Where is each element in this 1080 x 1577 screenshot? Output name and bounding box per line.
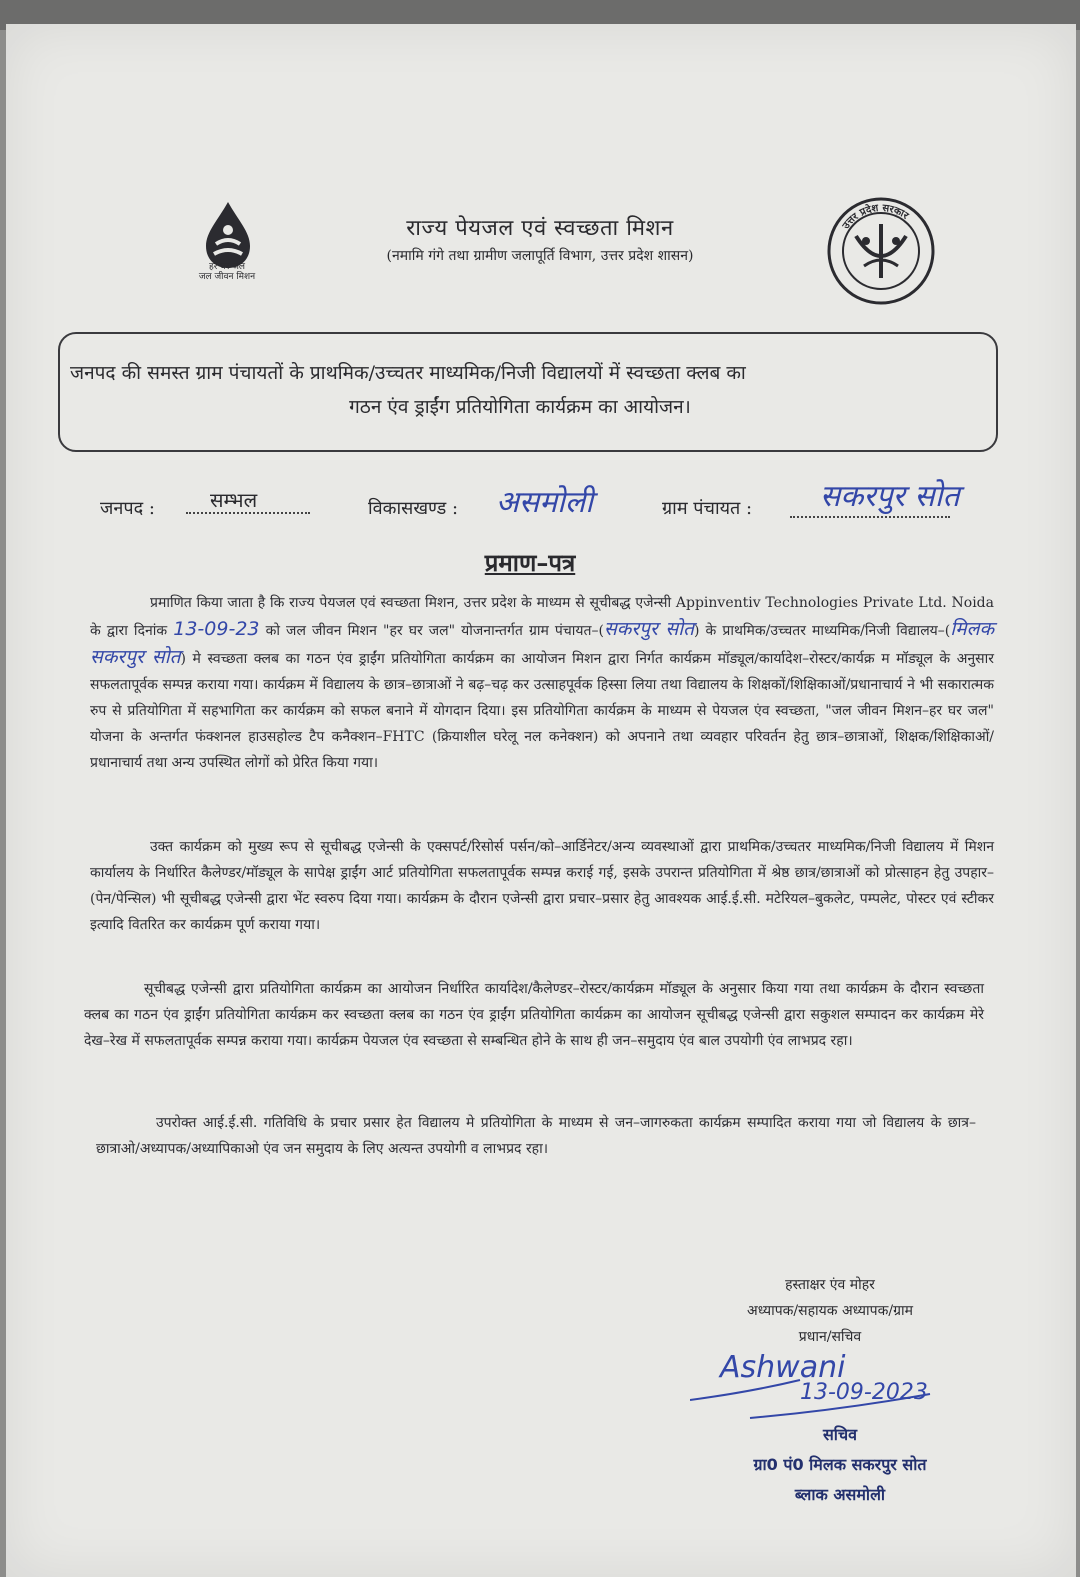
organization-title: राज्य पेयजल एवं स्वच्छता मिशन — [406, 216, 674, 241]
paragraph-1 — [90, 590, 994, 776]
panchayat-label: ग्राम पंचायत : — [662, 498, 753, 519]
district-value: सम्भल — [210, 488, 258, 512]
stamp-line-3: ब्लाक असमोली — [794, 1485, 886, 1504]
paragraph-3 — [84, 976, 984, 1054]
gram-panchayat-name: सकरपुर सोत — [603, 618, 694, 640]
block-label: विकासखण्ड : — [368, 498, 459, 519]
signature-block — [700, 1272, 960, 1350]
signature-name: Ashwani — [720, 1350, 846, 1385]
program-date: 13-09-23 — [173, 618, 260, 640]
subject-line-1: जनपद की समस्त ग्राम पंचायतों के प्राथमिक/उच्चतर माध्यमिक/निजी विद्यालयों में स्वच्छता क्लब का — [70, 362, 746, 384]
organization-subtitle: (नमामि गंगे तथा ग्रामीण जलापूर्ति विभाग, उत्तर प्रदेश शासन) — [386, 248, 694, 264]
district-label: जनपद : — [100, 498, 155, 519]
paragraph-1-part-c: ) के प्राथमिक/उच्चतर माध्यमिक/निजी विद्यालय–( — [694, 623, 951, 639]
panchayat-field-line — [790, 516, 950, 518]
paragraph-1-part-b: को जल जीवन मिशन "हर घर जल" योजनान्तर्गत ग्राम पंचायत–( — [265, 623, 604, 639]
stamp-line-1: सचिव — [822, 1425, 858, 1444]
panchayat-value: सकरपुर सोत — [820, 479, 960, 514]
paragraph-4-text: उपरोक्त आई.ई.सी. गतिविधि के प्रचार प्रसार हेत विद्यालय मे प्रतियोगिता के माध्यम से जन–जागरुकता कार्यक्रम सम्पादित कराया गया जो विद्यालय के छात्र–छात्राओ/अध्यापक/अध्यापिकाओ एंव जन समुदाय के लिए अत्यन्त उपयोगी व लाभप्रद रहा। — [96, 1115, 976, 1157]
stamp-line-2: ग्रा0 पं0 मिलक सकरपुर सोत — [753, 1455, 927, 1474]
paragraph-2 — [90, 834, 994, 938]
paragraph-1-part-d: ) मे स्वच्छता क्लब का गठन एंव ड्राईंग प्रतियोगिता कार्यक्रम का आयोजन मिशन द्वारा निर्गत कार्यक्रम मॉड्यूल/कार्यादेश–रोस्टर/कार्यक्र म मॉड्यूल के अनुसार सफलतापूर्वक सम्पन्न कराया गया। कार्यक्रम में विद्यालय के छात्र–छात्राओं ने बढ़–चढ़ कर उत्साहपूर्वक हिस्सा लिया तथा विद्यालय के शिक्षकों/शिक्षिकाओं/प्रधानाचार्य ने भी सकारात्मक रुप से प्रतियोगिता में सहभागिता कर कार्यक्रम को सफल बनाने में योगदान दिया। इस प्रतियोगिता कार्यक्रम के माध्यम से पेयजल एंव स्वच्छता, "जल जीवन मिशन–हर घर जल" योजना के अन्तर्गत फंक्शनल हाउसहोल्ड टैप कनैक्शन–FHTC (क्रियाशील घरेलू नल कनेक्शन) को अपनाने तथा व्यवहार परिवर्तन हेतु छात्र–छात्राओं, शिक्षक/शिक्षिकाओं/प्रधानाचार्य तथा अन्य उपस्थित लोगों को प्रेरित किया गया। — [90, 651, 994, 771]
paragraph-2-text: उक्त कार्यक्रम को मुख्य रूप से सूचीबद्ध एजेन्सी के एक्सपर्ट/रिसोर्स पर्सन/को–आर्डिनेटर/अन्य व्यवस्थाओं द्वारा प्राथमिक/उच्चतर माध्यमिक/निजी विद्यालय में मिशन कार्यालय के निर्धारित कैलेण्डर/मॉड्यूल के सापेक्ष ड्राईंग आर्ट प्रतियोगिता सफलतापूर्वक सम्पन्न कराई गई, इसके उपरान्त प्रतियोगिता में श्रेष्ठ छात्र/छात्राओं को प्रोत्साहन हेतु उपहार–(पेन/पेन्सिल) भी सूचीबद्ध एजेन्सी द्वारा भेंट स्वरुप दिया गया। कार्यक्रम के दौरान एजेन्सी द्वारा प्रचार–प्रसार हेतु आवश्यक आई.ई.सी. मटेरियल–बुकलेट, पम्पलेट, पोस्टर एवं स्टीकर इत्यादि वितरित कर कार्यक्रम पूर्ण कराया गया। — [90, 839, 994, 933]
logo-caption-line-2: जल जीवन मिशन — [198, 272, 256, 282]
subject-line-2: गठन एंव ड्राईंग प्रतियोगिता कार्यक्रम का आयोजन। — [349, 396, 691, 418]
official-stamp — [700, 1420, 980, 1510]
har-ghar-jal-logo-icon — [188, 200, 268, 300]
logo-caption — [182, 262, 272, 282]
signatory-designation-2: प्रधान/सचिव — [798, 1329, 862, 1345]
up-government-seal-icon — [826, 196, 936, 306]
paragraph-1-part-a: प्रमाणित किया जाता है कि राज्य पेयजल एवं स्वच्छता मिशन, उत्तर प्रदेश के माध्यम से सूचीबद्ध एजेन्सी Appinventiv Technologies Private Ltd. Noida के द्वारा दिनांक — [90, 595, 994, 639]
block-value: असमोली — [496, 485, 594, 520]
seal-text: उत्तर प्रदेश सरकार — [840, 202, 911, 232]
certificate-title: प्रमाण–पत्र — [484, 548, 576, 577]
handwritten-signature — [690, 1352, 980, 1422]
paragraph-3-text: सूचीबद्ध एजेन्सी द्वारा प्रतियोगिता कार्यक्रम का आयोजन निर्धारित कार्यादेश/कैलेण्डर–रोस्टर/कार्यक्रम मॉड्यूल के अनुसार किया गया तथा कार्यक्रम के दौरान स्वच्छता क्लब का गठन एंव ड्राईंग प्रतियोगिता कार्यक्रम कर स्वच्छता क्लब का गठन एंव ड्राईंग प्रतियोगिता कार्यक्रम का आयोजन सूचीबद्ध एजेन्सी द्वारा सकुशल सम्पादन कर कार्यक्रम मेरे देख–रेख में सफलतापूर्वक सम्पन्न कराया गया। कार्यक्रम पेयजल एंव स्वच्छता से सम्बन्धित होने के साथ ही जन–समुदाय एंव बाल उपयोगी एंव लाभप्रद रहा। — [84, 981, 984, 1049]
logo-caption-line-1: हर घर जल — [209, 262, 245, 272]
svg-text:उत्तर प्रदेश सरकार — [840, 202, 911, 232]
school-name: मिलक सकरपुर सोत — [90, 618, 995, 668]
signature-date: 13-09-2023 — [800, 1380, 928, 1405]
signature-label: हस्ताक्षर एंव मोहर — [785, 1277, 875, 1293]
paragraph-4 — [96, 1110, 976, 1162]
signatory-designation-1: अध्यापक/सहायक अध्यापक/ग्राम — [747, 1303, 913, 1319]
subject-text — [70, 356, 970, 424]
